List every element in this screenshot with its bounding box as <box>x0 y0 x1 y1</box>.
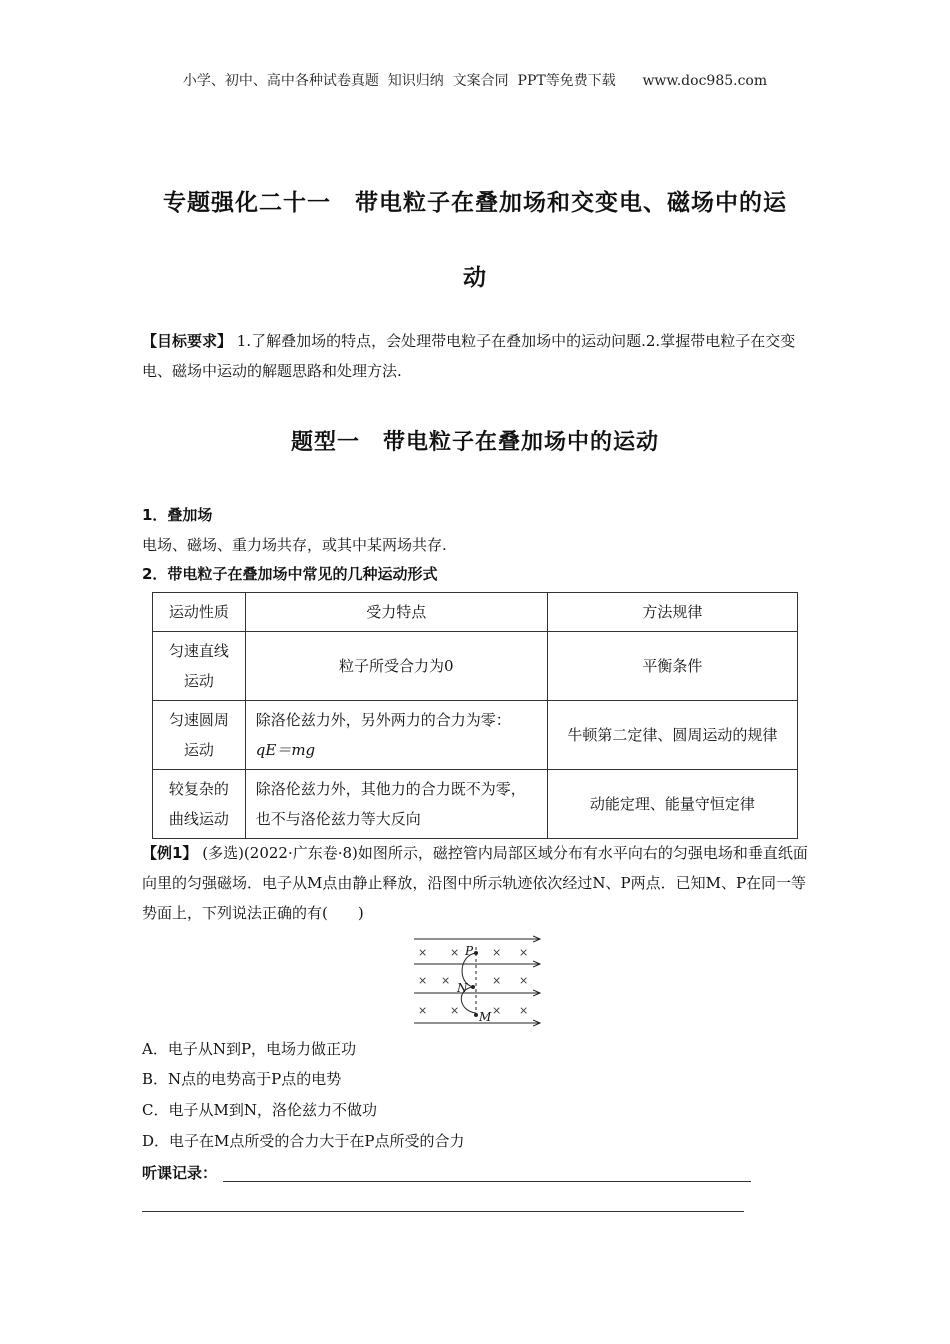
motion-table <box>152 592 798 839</box>
table-cell-type: 匀速圆周运动 <box>153 701 246 770</box>
cross-marks <box>418 946 528 1017</box>
section-title: 题型一 带电粒子在叠加场中的运动 <box>290 430 659 455</box>
table-cell-force <box>245 701 547 770</box>
notes-line[interactable] <box>223 1181 751 1182</box>
label-p: P <box>465 944 474 958</box>
table-cell-type: 匀速直线运动 <box>153 632 246 701</box>
cross-mark: × <box>450 1004 460 1017</box>
magnetron-figure <box>410 935 545 1031</box>
goal-paragraph <box>142 326 812 386</box>
page-title-line2: 动 <box>463 265 487 291</box>
table-row <box>153 701 798 770</box>
option-d <box>142 1130 465 1151</box>
site-header: 小学、初中、高中各种试卷真题 知识归纳 文案合同 PPT等免费下载 www.doc985.com <box>182 73 768 89</box>
option-b <box>142 1068 341 1089</box>
option-text: 电子从N到P，电场力做正功 <box>167 1040 357 1058</box>
option-letter: B． <box>142 1070 169 1088</box>
table-cell-force: 除洛伦兹力外，其他力的合力既不为零，也不与洛伦兹力等大反向 <box>245 770 547 839</box>
point-p-dot <box>474 951 478 955</box>
option-text: 电子在M点所受的合力大于在P点所受的合力 <box>169 1132 465 1150</box>
cross-mark: × <box>519 974 529 987</box>
table-cell-method: 牛顿第二定律、圆周运动的规律 <box>547 701 797 770</box>
cross-mark: × <box>519 1004 529 1017</box>
example-paragraph <box>142 838 812 928</box>
label-m: M <box>479 1010 492 1024</box>
cross-mark: × <box>418 946 428 959</box>
option-c <box>142 1099 377 1120</box>
label-n: N <box>457 981 468 995</box>
cross-mark: × <box>418 974 428 987</box>
table-row <box>153 632 798 701</box>
cross-mark: × <box>492 946 502 959</box>
force-text: 除洛伦兹力外，另外两力的合力为零： <box>255 711 511 729</box>
point-n-dot <box>471 985 475 989</box>
option-a <box>142 1038 356 1059</box>
notes-label: 听课记录： <box>142 1164 218 1182</box>
cross-mark: × <box>441 974 451 987</box>
option-letter: D． <box>142 1132 170 1150</box>
cross-mark: × <box>492 1004 502 1017</box>
table-row <box>153 770 798 839</box>
cross-mark: × <box>492 974 502 987</box>
example-text: 如图所示，磁控管内局部区域分布有水平向右的匀强电场和垂直纸面向里的匀强磁场．电子从M点由静止释放，沿图中所示轨迹依次经过N、P两点．已知M、P在同一等势面上，下列说法正确的有( ) <box>142 844 808 922</box>
page-title-line1: 专题强化二十一 带电粒子在叠加场和交变电、磁场中的运 <box>163 190 787 216</box>
table-cell-method: 平衡条件 <box>547 632 797 701</box>
cross-mark: × <box>519 946 529 959</box>
cross-mark: × <box>418 1004 428 1017</box>
example-tag: 【例1】 <box>142 844 198 862</box>
example-source: (多选)(2022·广东卷·8) <box>202 844 358 862</box>
point1-heading: 1．叠加场 <box>142 506 213 524</box>
point2-heading: 2．带电粒子在叠加场中常见的几种运动形式 <box>142 565 438 583</box>
table-cell-type: 较复杂的曲线运动 <box>153 770 246 839</box>
point1-text: 电场、磁场、重力场共存，或其中某两场共存. <box>142 536 447 554</box>
table-header-cell: 受力特点 <box>245 593 547 632</box>
force-formula: qE＝mg <box>255 741 316 759</box>
table-cell-force: 粒子所受合力为0 <box>245 632 547 701</box>
table-header-cell: 方法规律 <box>547 593 797 632</box>
goal-tag: 【目标要求】 <box>142 332 233 350</box>
option-text: 电子从M到N，洛伦兹力不做功 <box>168 1101 377 1119</box>
cross-mark: × <box>450 946 460 959</box>
goal-text: 1.了解叠加场的特点，会处理带电粒子在叠加场中的运动问题.2.掌握带电粒子在交变电、磁场中运动的解题思路和处理方法. <box>142 332 796 380</box>
notes-line[interactable] <box>142 1211 744 1212</box>
option-letter: A． <box>142 1040 168 1058</box>
point-m-dot <box>474 1013 478 1017</box>
table-header-row <box>153 593 798 632</box>
option-text: N点的电势高于P点的电势 <box>168 1070 342 1088</box>
table-header-cell: 运动性质 <box>153 593 246 632</box>
option-letter: C． <box>142 1101 169 1119</box>
table-cell-method: 动能定理、能量守恒定律 <box>547 770 797 839</box>
